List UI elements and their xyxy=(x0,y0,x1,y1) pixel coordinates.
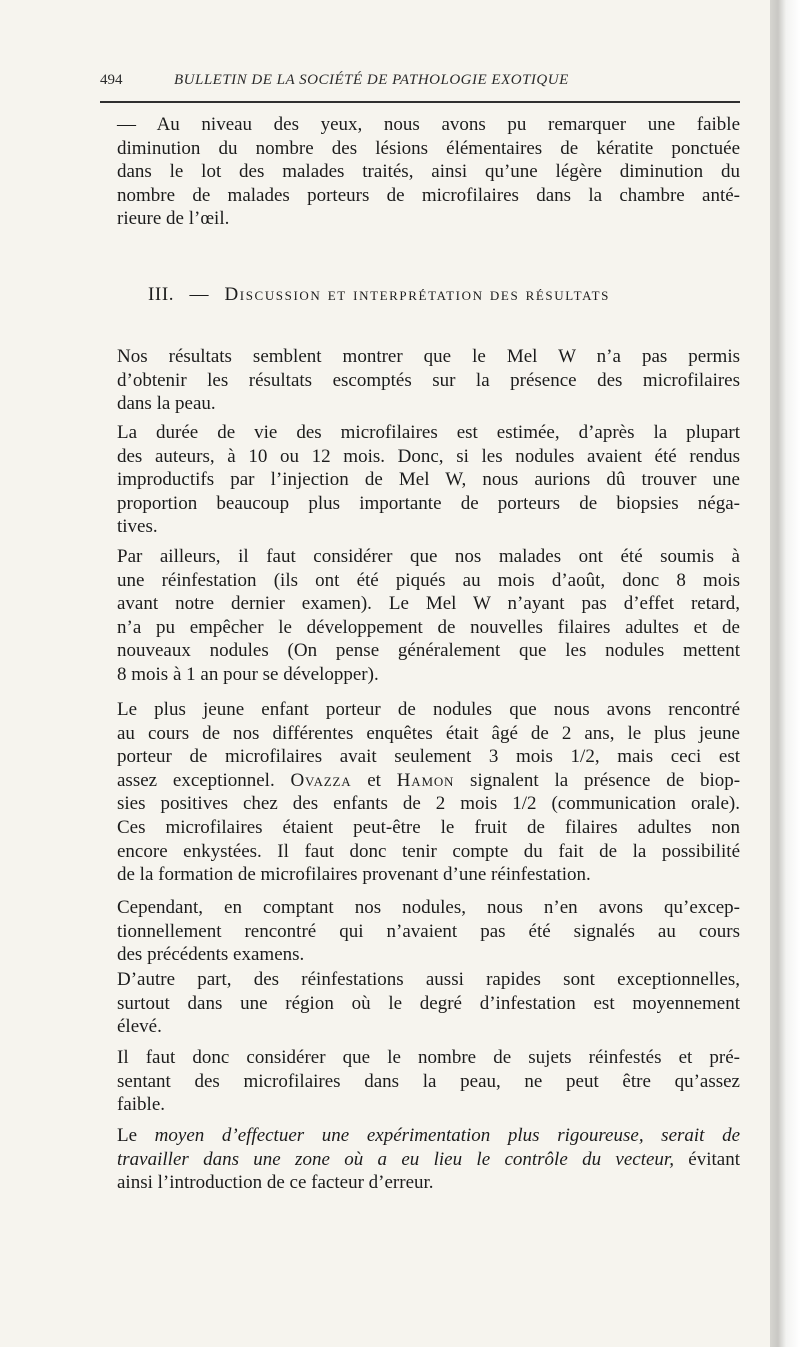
text-line: surtout dans une région où le degré d’infestation est moyennement xyxy=(117,992,740,1014)
text-line: — Au niveau des yeux, nous avons pu remarquer une faible xyxy=(117,114,740,135)
text-line: Cependant, en comptant nos nodules, nous n’en avons qu’excep- xyxy=(117,897,740,918)
paragraph-3 xyxy=(117,545,740,687)
paragraph-4 xyxy=(117,698,740,887)
text-line: nombre de malades porteurs de microfilaires dans la chambre anté- xyxy=(117,184,740,206)
section-dash: — xyxy=(189,284,210,305)
conjunction: et xyxy=(367,769,381,791)
line-prefix: assez exceptionnel. xyxy=(117,769,275,791)
text-line: improductifs par l’injection de Mel W, nous aurions dû trouver une xyxy=(117,469,740,491)
text-line: dans le lot des malades traités, ainsi qu’une légère diminution du xyxy=(117,161,740,183)
text-line: nouveaux nodules (On pense généralement que les nodules mettent xyxy=(117,640,740,662)
text-line xyxy=(117,1124,740,1148)
paragraph-7 xyxy=(117,1046,740,1117)
page-number: 494 xyxy=(100,72,123,88)
text-line: n’a pu empêcher le développement de nouvelles filaires adultes et de xyxy=(117,616,740,638)
text-line: Le plus jeune enfant porteur de nodules que nous avons rencontré xyxy=(117,699,740,720)
author-name-hamon: Hamon xyxy=(396,769,455,791)
text-line: 8 mois à 1 an pour se développer). xyxy=(117,663,379,685)
line-suffix: signalent la présence de biop- xyxy=(470,769,741,791)
italic-phrase: travailler dans une zone où a eu lieu le contrôle du vecteur, xyxy=(117,1148,674,1170)
text-line: tionnellement rencontré qui n’avaient pas été signalés au cours xyxy=(117,920,740,942)
text-line: une réinfestation (ils ont été piqués au mois d’août, donc 8 mois xyxy=(117,569,740,591)
section-title: Discussion et interprétation des résultats xyxy=(224,284,611,305)
header-rule xyxy=(100,101,740,103)
text-line: diminution du nombre des lésions élémentaires de kératite ponctuée xyxy=(117,137,740,159)
text-line-with-names xyxy=(117,769,740,793)
text-line: tives. xyxy=(117,516,158,538)
paragraph-6 xyxy=(117,968,740,1039)
line-end: évitant xyxy=(688,1148,740,1170)
text-line xyxy=(117,1148,740,1172)
text-line: proportion beaucoup plus importante de porteurs de biopsies néga- xyxy=(117,492,740,514)
text-line: D’autre part, des réinfestations aussi rapides sont exceptionnelles, xyxy=(117,969,740,990)
text-line: porteur de microfilaires avait seulement 3 mois 1/2, mais ceci est xyxy=(117,746,740,768)
paragraph-2 xyxy=(117,421,740,539)
text-line: Ces microfilaires étaient peut-être le fruit de filaires adultes non xyxy=(117,816,740,838)
page-edge-shadow xyxy=(770,0,800,1347)
running-title: BULLETIN DE LA SOCIÉTÉ DE PATHOLOGIE EXOTIQUE xyxy=(174,72,569,88)
text-line: de la formation de microfilaires provenant d’une réinfestation. xyxy=(117,864,591,886)
paragraph-5 xyxy=(117,896,740,967)
text-line: sentant des microfilaires dans la peau, ne peut être qu’assez xyxy=(117,1070,740,1092)
line-text: Nos résultats semblent montrer que le Mel W n’a pas permis xyxy=(117,346,740,367)
text-line: des auteurs, à 10 ou 12 mois. Donc, si les nodules avaient été rendus xyxy=(117,445,740,467)
text-line: La durée de vie des microfilaires est estimée, d’après la plupart xyxy=(117,422,740,443)
line-start: Le xyxy=(117,1125,138,1146)
text-line: rieure de l’œil. xyxy=(117,208,230,230)
intro-paragraph xyxy=(117,113,740,231)
page-header xyxy=(100,70,740,92)
paragraph-1 xyxy=(117,345,740,416)
text-line: dans la peau. xyxy=(117,393,216,415)
text-line: encore enkystées. Il faut donc tenir compte du fait de la possibilité xyxy=(117,840,740,862)
text-line: ainsi l’introduction de ce facteur d’erreur. xyxy=(117,1172,434,1194)
text-line: faible. xyxy=(117,1094,166,1116)
text-line: des précédents examens. xyxy=(117,944,305,966)
paragraph-8 xyxy=(117,1124,740,1195)
author-name-ovazza: Ovazza xyxy=(290,769,352,791)
text-line: avant notre dernier examen). Le Mel W n’ayant pas d’effet retard, xyxy=(117,593,740,615)
text-line: élevé. xyxy=(117,1016,162,1038)
section-number: III. xyxy=(148,284,175,305)
text-line: Par ailleurs, il faut considérer que nos malades ont été soumis à xyxy=(117,546,740,567)
text-line: d’obtenir les résultats escomptés sur la présence des microfilaires xyxy=(117,369,740,391)
text-line: Il faut donc considérer que le nombre de sujets réinfestés et pré- xyxy=(117,1047,740,1068)
section-heading xyxy=(148,284,740,306)
italic-phrase: moyen d’effectuer une expérimentation plus rigoureuse, serait de xyxy=(154,1125,741,1146)
text-line: au cours de nos différentes enquêtes était âgé de 2 ans, le plus jeune xyxy=(117,722,740,744)
text-line: sies positives chez des enfants de 2 mois 1/2 (communication orale). xyxy=(117,793,740,815)
text-line xyxy=(117,345,740,369)
